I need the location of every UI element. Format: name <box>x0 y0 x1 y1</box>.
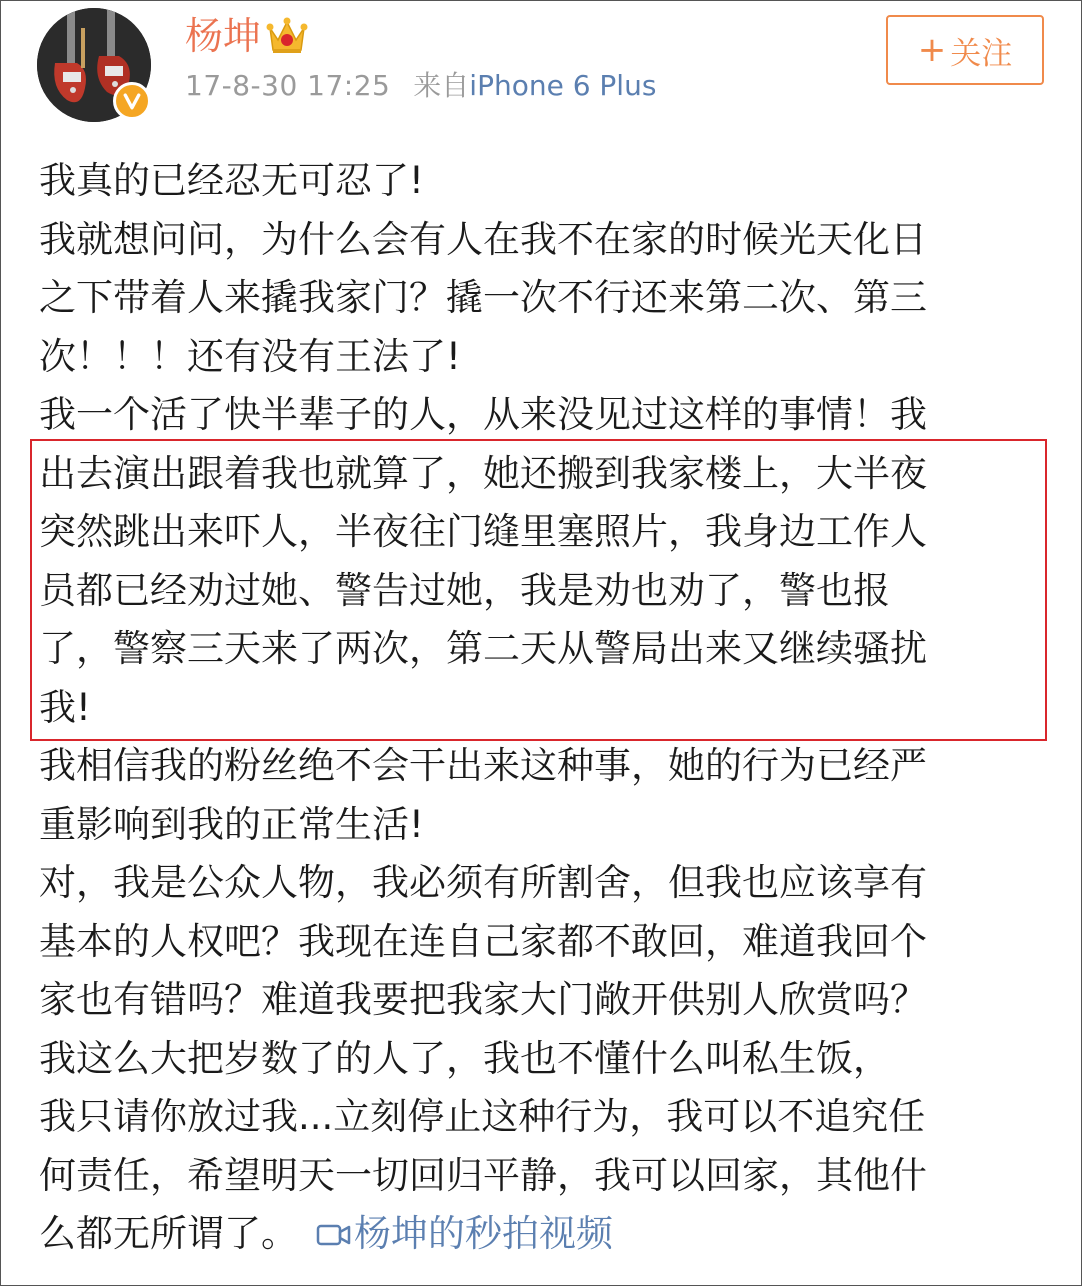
author-name[interactable]: 杨坤 <box>185 14 262 58</box>
vip-crown-icon[interactable] <box>266 16 308 56</box>
post-line: 重影响到我的正常生活! <box>39 802 424 846</box>
post-line: 我只请你放过我...立刻停止这种行为，我可以不追究任 <box>39 1095 926 1138</box>
post-line: 了，警察三天来了两次，第二天从警局出来又继续骚扰 <box>39 627 927 670</box>
source-prefix: 来自 <box>413 69 470 102</box>
verified-icon <box>113 82 151 120</box>
source-device-link[interactable]: iPhone 6 Plus <box>469 69 657 102</box>
plus-icon: + <box>917 30 947 70</box>
post-line: 出去演出跟着我也就算了，她还搬到我家楼上，大半夜 <box>39 451 927 495</box>
post-line: 家也有错吗？难道我要把我家大门敞开供别人欣赏吗？ <box>39 978 927 1021</box>
post-line-text: 么都无所谓了。 <box>39 1212 298 1255</box>
video-camera-icon <box>316 1220 352 1250</box>
post-line: 对，我是公众人物，我必须有所割舍，但我也应该享有 <box>39 861 927 904</box>
post-line: 基本的人权吧？我现在连自己家都不敢回，难道我回个 <box>39 919 927 963</box>
follow-label: 关注 <box>950 35 1013 72</box>
follow-button[interactable] <box>886 15 1044 85</box>
post-line: 员都已经劝过她、警告过她，我是劝也劝了，警也报 <box>39 568 890 612</box>
post-line: 我相信我的粉丝绝不会干出来这种事，她的行为已经严 <box>39 744 927 787</box>
post-body <box>39 152 1044 1264</box>
post-last-line <box>39 1205 1044 1264</box>
post-line: 之下带着人来撬我家门？撬一次不行还来第二次、第三 <box>39 276 927 319</box>
video-link-label: 杨坤的秒拍视频 <box>354 1212 613 1255</box>
post-line: 我这么大把岁数了的人了，我也不懂什么叫私生饭， <box>39 1036 890 1080</box>
post-line: 我一个活了快半辈子的人，从来没见过这样的事情！我 <box>39 393 927 436</box>
post-meta <box>185 68 656 104</box>
post-line: 突然跳出来吓人，半夜往门缝里塞照片，我身边工作人 <box>39 510 927 553</box>
post-time: 17-8-30 17:25 <box>185 69 391 102</box>
post-line: 我真的已经忍无可忍了! <box>39 159 424 202</box>
post-line: 何责任，希望明天一切回归平静，我可以回家，其他什 <box>39 1153 927 1197</box>
post-line: 我就想问问，为什么会有人在我不在家的时候光天化日 <box>39 217 927 261</box>
video-link[interactable] <box>316 1212 613 1255</box>
post-line: 次！！！还有没有王法了! <box>39 334 461 378</box>
post-line: 我! <box>39 685 91 729</box>
